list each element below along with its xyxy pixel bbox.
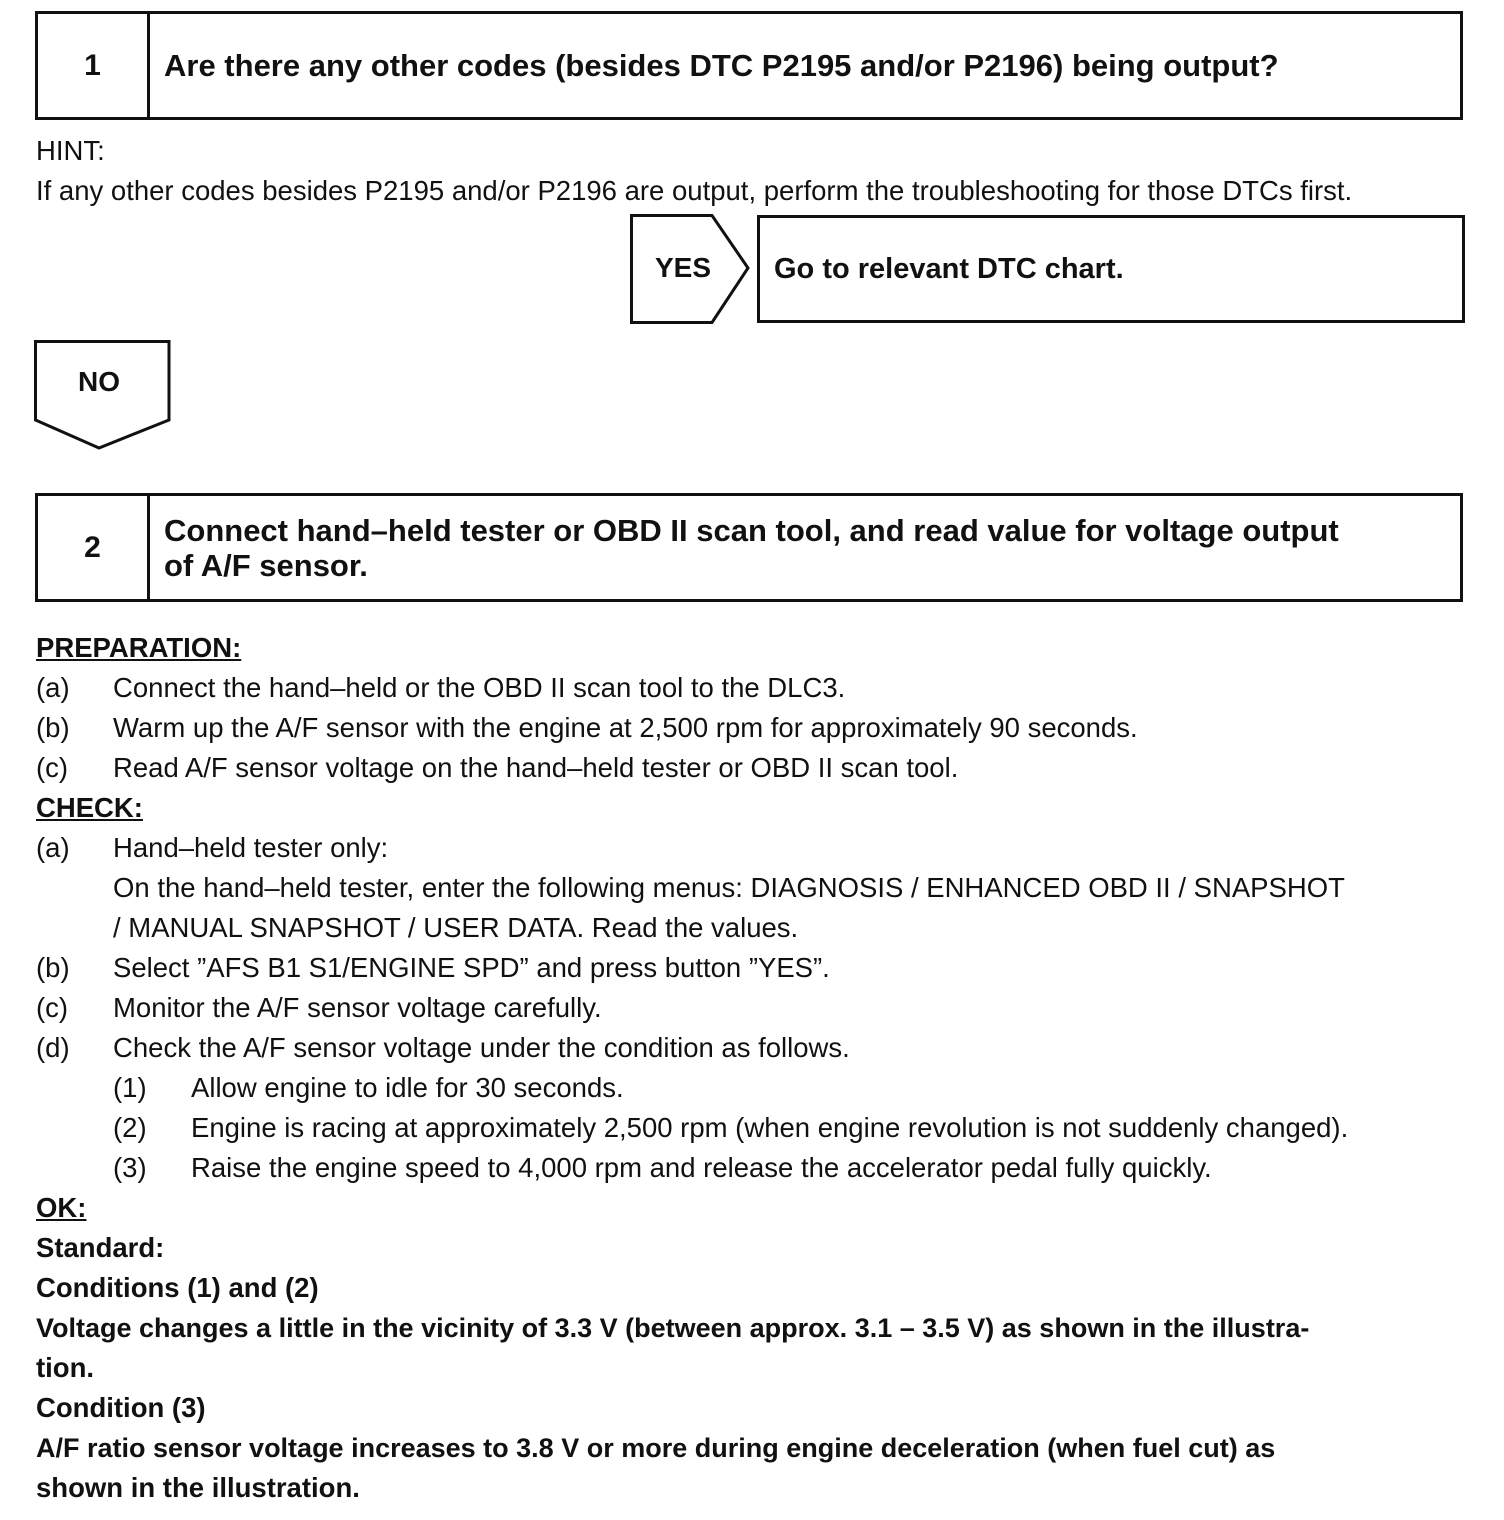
- condition-text: Raise the engine speed to 4,000 rpm and release the accelerator pedal fully quickly.: [191, 1152, 1212, 1183]
- conditions-1-2-text: Voltage changes a little in the vicinity of 3.3 V (between approx. 3.1 – 3.5 V) as shown in the illustra-: [36, 1313, 1310, 1343]
- check-item-text: / MANUAL SNAPSHOT / USER DATA. Read the values.: [113, 912, 799, 943]
- step-2-title: [150, 496, 1460, 599]
- check-item-text: Hand–held tester only:: [113, 832, 389, 863]
- conditions-1-2-label: Conditions (1) and (2): [36, 1272, 319, 1303]
- preparation-heading: PREPARATION:: [36, 632, 242, 663]
- check-item-label: (c): [36, 992, 69, 1023]
- check-item-label: (d): [36, 1032, 70, 1063]
- check-item-text: Select ”AFS B1 S1/ENGINE SPD” and press button ”YES”.: [113, 952, 830, 983]
- check-item-label: (a): [36, 832, 70, 863]
- check-heading: CHECK:: [36, 792, 143, 823]
- prep-item-label: (c): [36, 752, 69, 783]
- standard-label: Standard:: [36, 1232, 165, 1263]
- step-2-title-line2: of A/F sensor.: [164, 547, 368, 583]
- check-item-label: (b): [36, 952, 70, 983]
- check-item-text: Monitor the A/F sensor voltage carefully.: [113, 992, 602, 1023]
- check-item-text: On the hand–held tester, enter the following menus: DIAGNOSIS / ENHANCED OBD II / SNAPSHOT: [113, 872, 1345, 903]
- step-2-title-line1: Connect hand–held tester or OBD II scan tool, and read value for voltage output: [164, 512, 1339, 548]
- step-number: 2: [38, 496, 150, 599]
- prep-item-text: Connect the hand–held or the OBD II scan tool to the DLC3.: [113, 672, 846, 703]
- condition-3-label: Condition (3): [36, 1392, 206, 1423]
- ok-heading: OK:: [36, 1192, 87, 1223]
- prep-item-text: Warm up the A/F sensor with the engine at 2,500 rpm for approximately 90 seconds.: [113, 712, 1138, 743]
- condition-3-text: A/F ratio sensor voltage increases to 3.8 V or more during engine deceleration (when fuel cut) as: [36, 1433, 1276, 1463]
- prep-item-text: Read A/F sensor voltage on the hand–held tester or OBD II scan tool.: [113, 752, 959, 783]
- condition-3-text: shown in the illustration.: [36, 1472, 360, 1503]
- prep-item-label: (b): [36, 712, 70, 743]
- condition-text: Engine is racing at approximately 2,500 rpm (when engine revolution is not suddenly changed).: [191, 1112, 1349, 1143]
- step-number: 1: [38, 14, 150, 117]
- hint-text: If any other codes besides P2195 and/or P2196 are output, perform the troubleshooting for those DTCs first.: [36, 175, 1353, 206]
- prep-item-label: (a): [36, 672, 70, 703]
- check-item-text: Check the A/F sensor voltage under the condition as follows.: [113, 1032, 850, 1063]
- condition-label: (1): [113, 1072, 147, 1103]
- no-label: NO: [78, 366, 120, 397]
- yes-result-box: [757, 215, 1465, 323]
- hint-label: HINT:: [36, 135, 105, 166]
- step-1-question: Are there any other codes (besides DTC P2195 and/or P2196) being output?: [164, 48, 1279, 83]
- condition-label: (3): [113, 1152, 147, 1183]
- condition-text: Allow engine to idle for 30 seconds.: [191, 1072, 624, 1103]
- condition-label: (2): [113, 1112, 147, 1143]
- step-1-box: [35, 11, 1463, 120]
- step-2-box: [35, 493, 1463, 602]
- yes-label: YES: [655, 252, 712, 283]
- conditions-1-2-text: tion.: [36, 1352, 95, 1383]
- yes-result-text: Go to relevant DTC chart.: [774, 252, 1124, 285]
